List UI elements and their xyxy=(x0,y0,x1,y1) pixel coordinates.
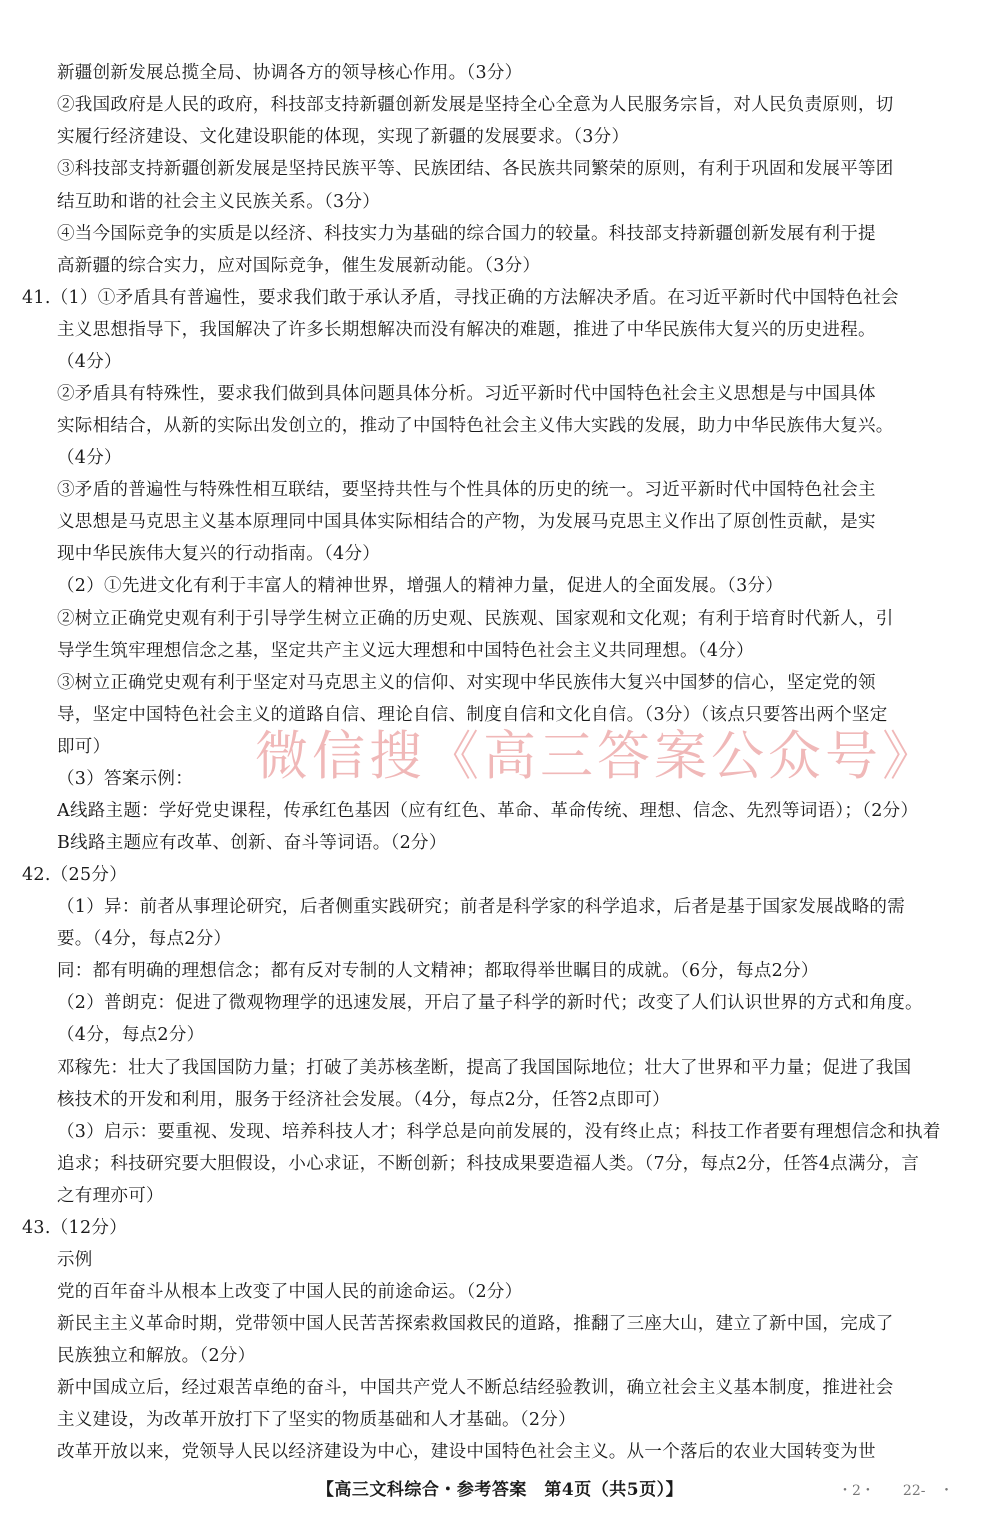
answer-line: 追求；科技研究要大胆假设，小心求证，不断创新；科技成果要造福人类。（7分，每点2分，任答4点满分，言 xyxy=(57,1154,920,1174)
answer-line: 邓稼先：壮大了我国国防力量；打破了美苏核垄断，提高了我国国际地位；壮大了世界和平力量；促进了我国 xyxy=(57,1058,912,1078)
corner-code: ・2・ 22- ・ xyxy=(838,1483,954,1499)
answer-line: 导学生筑牢理想信念之基，坚定共产主义远大理想和中国特色社会主义共同理想。（4分） xyxy=(57,641,754,661)
answer-line: 核技术的开发和利用，服务于经济社会发展。（4分，每点2分，任答2点即可） xyxy=(57,1090,670,1110)
answer-line: 要。（4分，每点2分） xyxy=(57,929,232,949)
answer-line: （1）异：前者从事理论研究，后者侧重实践研究；前者是科学家的科学追求，后者是基于国家发展战略的需 xyxy=(57,897,906,917)
answer-line: 改革开放以来，党领导人民以经济建设为中心，建设中国特色社会主义。从一个落后的农业大国转变为世 xyxy=(57,1442,876,1462)
answer-line: 结互助和谐的社会主义民族关系。（3分） xyxy=(57,192,381,212)
answer-line: B线路主题应有改革、创新、奋斗等词语。（2分） xyxy=(57,833,447,853)
answer-line: （4分） xyxy=(57,352,122,372)
watermark: 微信搜《高三答案公众号》 xyxy=(255,726,939,787)
answer-line: 实履行经济建设、文化建设职能的体现，实现了新疆的发展要求。（3分） xyxy=(57,127,630,147)
answer-line: ②树立正确党史观有利于引导学生树立正确的历史观、民族观、国家观和文化观；有利于培育时代新人，引 xyxy=(57,609,894,629)
answer-line: 实际相结合，从新的实际出发创立的，推动了中国特色社会主义伟大实践的发展，助力中华民族伟大复兴。 xyxy=(57,416,894,436)
question-number-line: 42.（25分） xyxy=(22,865,127,885)
answer-line: 新中国成立后，经过艰苦卓绝的奋斗，中国共产党人不断总结经验教训，确立社会主义基本制度，推进社会 xyxy=(57,1378,894,1398)
answer-line: 主义思想指导下，我国解决了许多长期想解决而没有解决的难题，推进了中华民族伟大复兴的历史进程。 xyxy=(57,320,876,340)
answer-line: 之有理亦可） xyxy=(57,1186,164,1206)
answer-line: （3）启示：要重视、发现、培养科技人才；科学总是向前发展的，没有终止点；科技工作者要有理想信念和执着 xyxy=(57,1122,941,1142)
answer-line: ③矛盾的普遍性与特殊性相互联结，要坚持共性与个性具体的历史的统一。习近平新时代中国特色社会主 xyxy=(57,480,876,500)
answer-line: ③树立正确党史观有利于坚定对马克思主义的信仰、对实现中华民族伟大复兴中国梦的信心，坚定党的领 xyxy=(57,673,876,693)
answer-line: 党的百年奋斗从根本上改变了中国人民的前途命运。（2分） xyxy=(57,1282,523,1302)
answer-line: （4分） xyxy=(57,448,122,468)
answer-line: 同：都有明确的理想信念；都有反对专制的人文精神；都取得举世瞩目的成就。（6分，每点2分） xyxy=(57,961,819,981)
answer-line: 主义建设，为改革开放打下了坚实的物质基础和人才基础。（2分） xyxy=(57,1410,576,1430)
answer-line: ②矛盾具有特殊性，要求我们做到具体问题具体分析。习近平新时代中国特色社会主义思想是与中国具体 xyxy=(57,384,876,404)
answer-line: A线路主题：学好党史课程，传承红色基因（应有红色、革命、革命传统、理想、信念、先烈等词语）；（2分） xyxy=(57,801,919,821)
answer-line: 导，坚定中国特色社会主义的道路自信、理论自信、制度自信和文化自信。（3分）（该点只要答出两个坚定 xyxy=(57,705,888,725)
footer-label: 【高三文科综合・参考答案 第4页（共5页）】 xyxy=(316,1480,684,1500)
answer-line: 即可） xyxy=(57,737,111,757)
answer-line: 新疆创新发展总揽全局、协调各方的领导核心作用。（3分） xyxy=(57,63,523,83)
question-number-line: 43.（12分） xyxy=(22,1218,127,1238)
question-number-line: 41.（1）①矛盾具有普遍性，要求我们敢于承认矛盾，寻找正确的方法解决矛盾。在习近平新时代中国特色社会 xyxy=(22,288,899,308)
answer-line: 高新疆的综合实力，应对国际竞争，催生发展新动能。（3分） xyxy=(57,256,541,276)
answer-line: （4分，每点2分） xyxy=(57,1025,205,1045)
answer-line: 新民主主义革命时期，党带领中国人民苦苦探索救国救民的道路，推翻了三座大山，建立了新中国，完成了 xyxy=(57,1314,894,1334)
answer-line: 示例 xyxy=(57,1250,93,1270)
answer-line: （3）答案示例： xyxy=(57,769,194,789)
answer-line: 现中华民族伟大复兴的行动指南。（4分） xyxy=(57,544,381,564)
answer-line: （2）①先进文化有利于丰富人的精神世界，增强人的精神力量，促进人的全面发展。（3分） xyxy=(57,576,784,596)
answer-line: （2）普朗克：促进了微观物理学的迅速发展，开启了量子科学的新时代；改变了人们认识世界的方式和角度。 xyxy=(57,993,923,1013)
answer-line: ②我国政府是人民的政府，科技部支持新疆创新发展是坚持全心全意为人民服务宗旨，对人民负责原则，切 xyxy=(57,95,894,115)
answer-line: 义思想是马克思主义基本原理同中国具体实际相结合的产物，为发展马克思主义作出了原创性贡献，是实 xyxy=(57,512,876,532)
answer-line: ③科技部支持新疆创新发展是坚持民族平等、民族团结、各民族共同繁荣的原则，有利于巩固和发展平等团 xyxy=(57,159,894,179)
answer-line: ④当今国际竞争的实质是以经济、科技实力为基础的综合国力的较量。科技部支持新疆创新发展有利于提 xyxy=(57,224,876,244)
answer-line: 民族独立和解放。（2分） xyxy=(57,1346,256,1366)
